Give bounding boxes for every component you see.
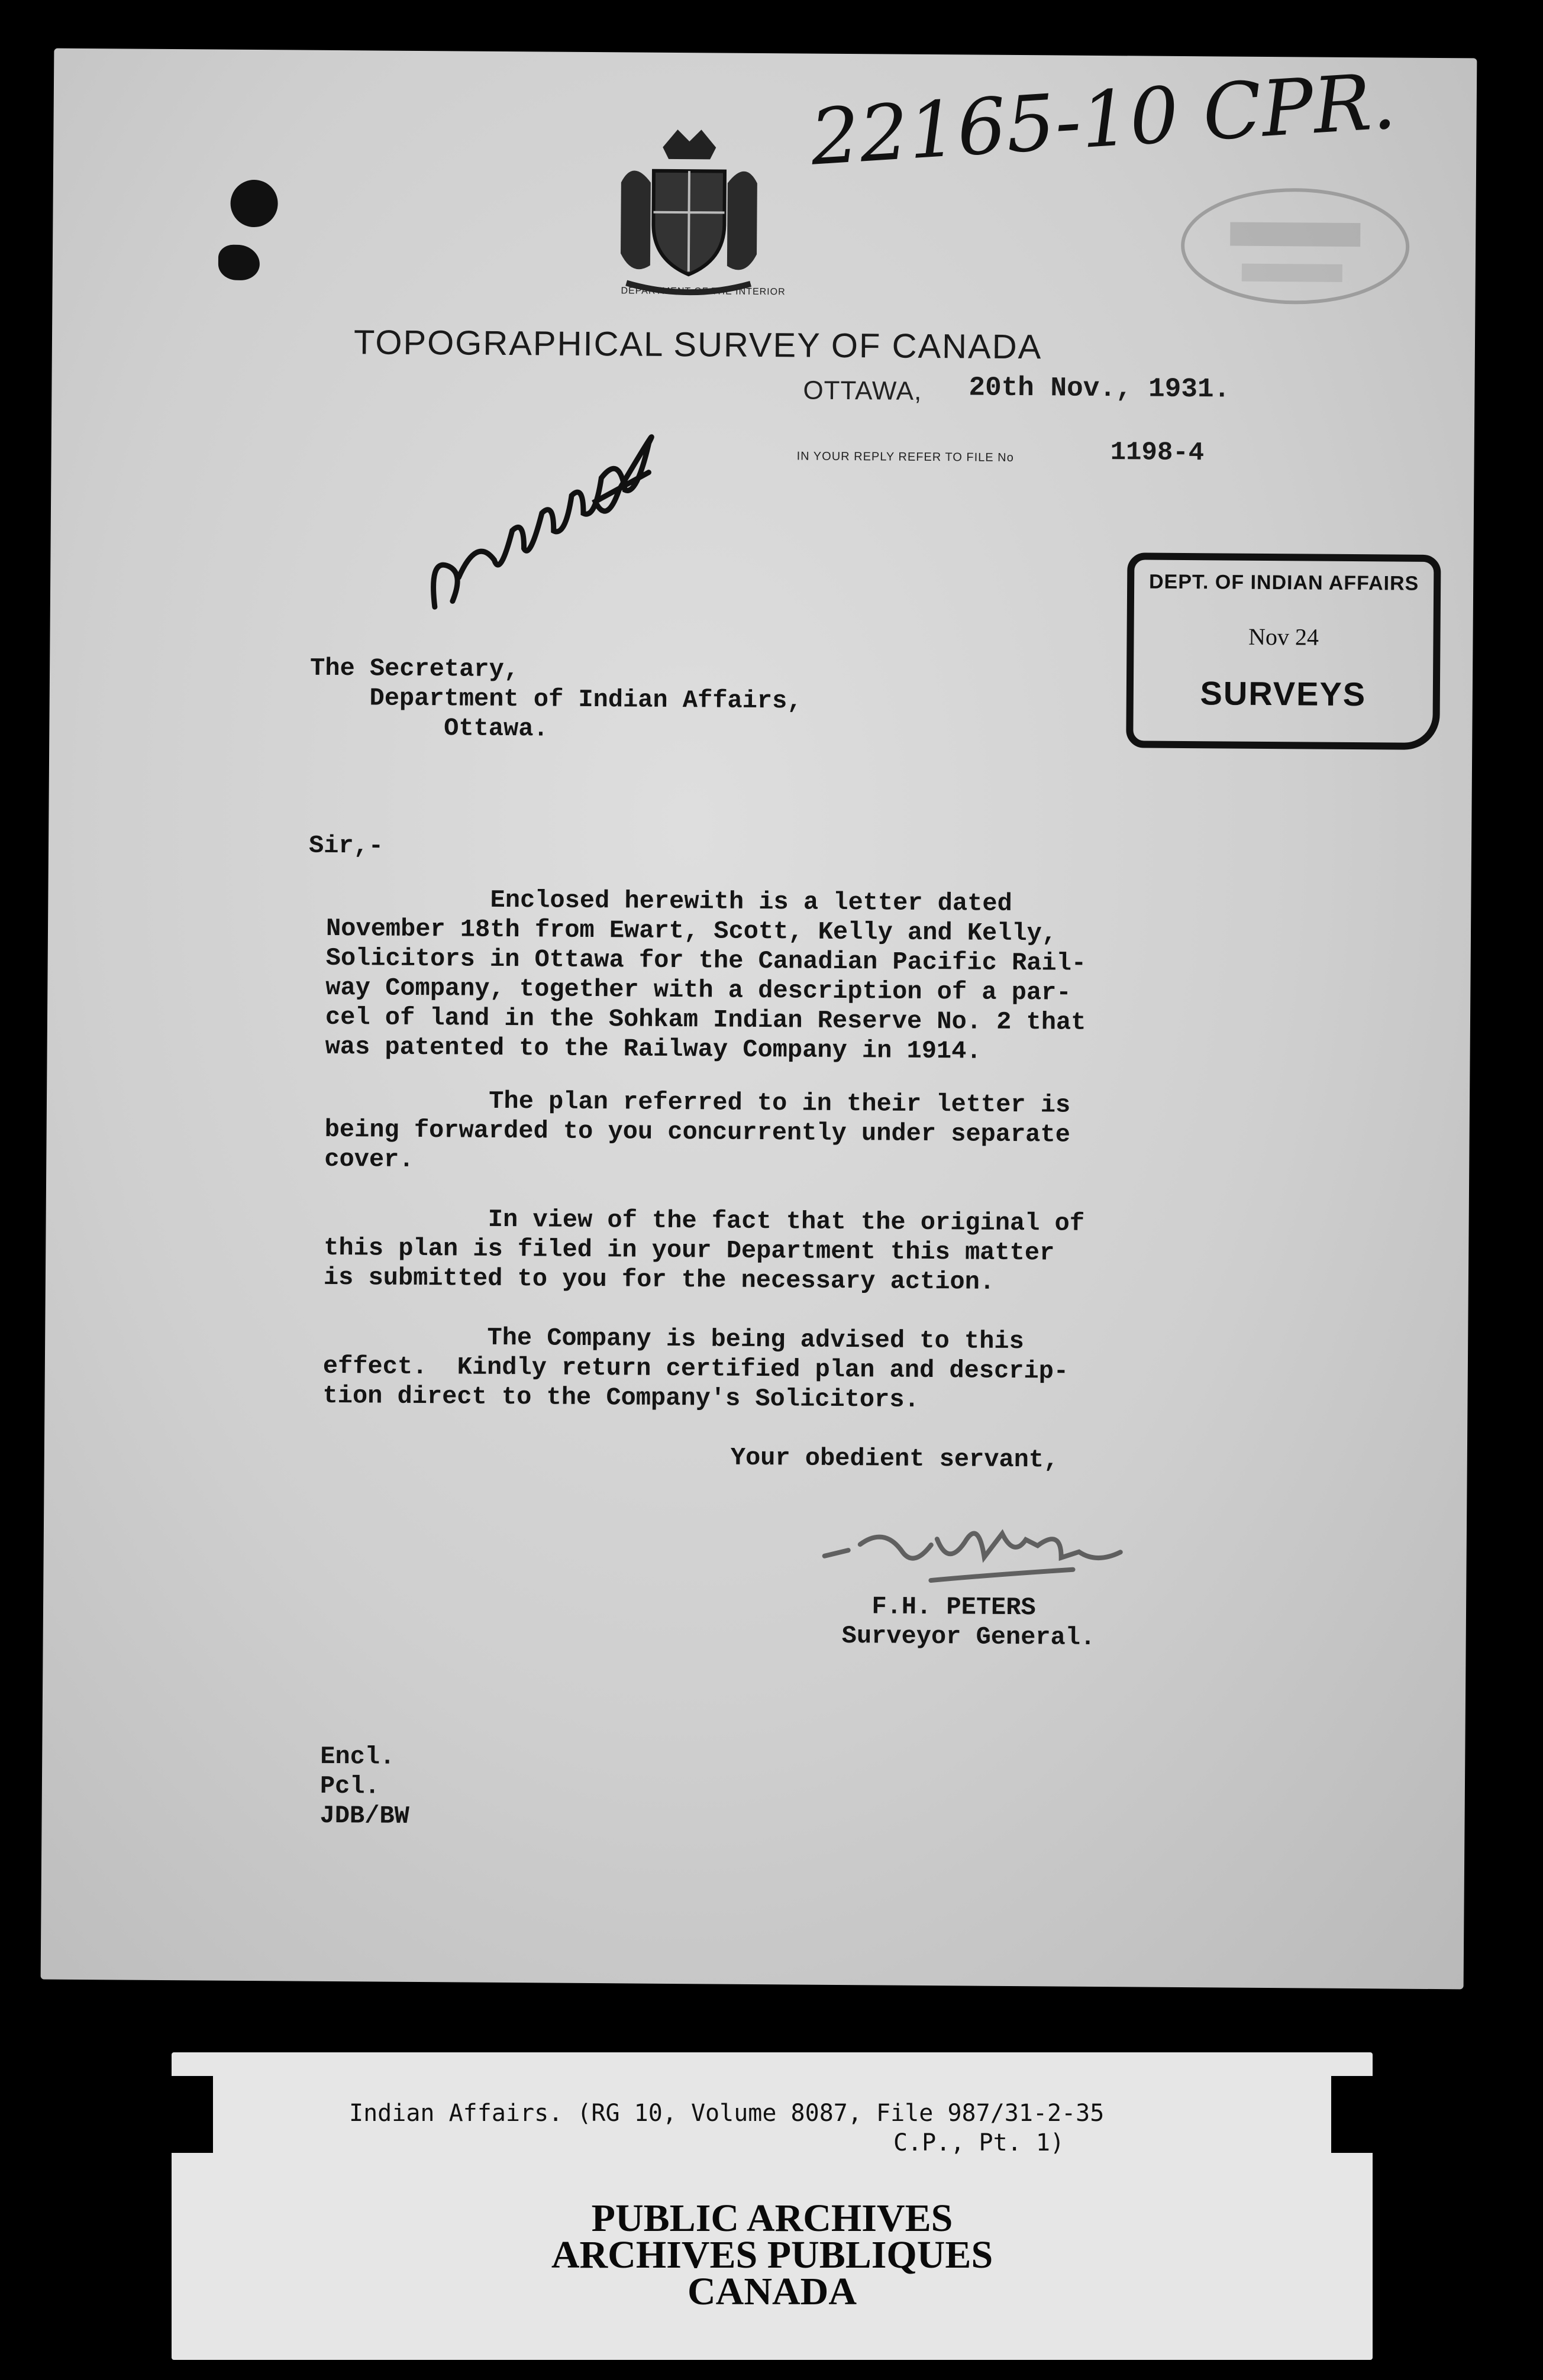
punch-hole-top: [230, 180, 278, 228]
addressee-line: The Secretary,: [309, 654, 519, 684]
coat-of-arms-icon: [602, 123, 775, 302]
closing: Your obedient servant,: [730, 1443, 1059, 1474]
signer-block: [842, 1592, 1096, 1653]
stamp-department: DEPT. OF INDIAN AFFAIRS: [1148, 570, 1419, 595]
received-stamp-icon: [1170, 174, 1420, 318]
addressee-line: Department of Indian Affairs,: [309, 683, 802, 716]
archive-heading-en: PUBLIC ARCHIVES: [591, 2197, 953, 2240]
reply-reference-label: IN YOUR REPLY REFER TO FILE No: [796, 450, 1014, 464]
signer-name: F.H. PETERS: [841, 1592, 1036, 1622]
letterhead-title: TOPOGRAPHICAL SURVEY OF CANADA: [353, 323, 1042, 367]
enclosure-line: JDB/BW: [319, 1801, 409, 1831]
salutation: Sir,-: [308, 831, 384, 861]
stamp-date: Nov 24: [1248, 623, 1319, 651]
stamp-section: SURVEYS: [1200, 674, 1367, 713]
enclosure-notes: [319, 1742, 409, 1831]
paragraph-original: In view of the fact that the original of this plan is filed in your Department this matter is submitted to you for the necessary action.: [323, 1204, 1085, 1296]
signer-title: Surveyor General.: [841, 1622, 1096, 1652]
enclosure-line: Encl.: [320, 1742, 395, 1771]
archive-reference: Indian Affairs. (RG 10, Volume 8087, File 987/31-2-35: [349, 2100, 1105, 2127]
initials-signature-icon: [423, 382, 673, 620]
letterhead-place: OTTAWA,: [803, 376, 922, 406]
enclosure-line: Pcl.: [319, 1771, 380, 1801]
archive-heading-country: CANADA: [687, 2270, 857, 2313]
archive-heading-fr: ARCHIVES PUBLIQUES: [551, 2233, 993, 2276]
paragraph-company: The Company is being advised to this effect. Kindly return certified plan and descrip- tion direct to the Company's Solicitors.: [322, 1322, 1069, 1414]
archive-reference-cont: C.P., Pt. 1): [893, 2129, 1064, 2156]
department-line: DEPARTMENT OF THE INTERIOR: [621, 286, 786, 298]
signature-icon: [812, 1503, 1144, 1606]
addressee-block: [309, 654, 802, 746]
archive-label: [172, 2052, 1373, 2360]
punch-hole-bottom: [218, 245, 260, 280]
paragraph-enclosure: Enclosed herewith is a letter dated November 18th from Ewart, Scott, Kelly and Kelly, Solicitors in Ottawa for the Canadian Pacific Rail- way Company, together with a description of a par- cel of land in the Sohkam Indian Reserve No. 2 that was patented to the Railway Company in 1914.: [325, 884, 1087, 1066]
handwritten-ref-text: 22165-10 CPR.: [808, 56, 1399, 183]
addressee-line: Ottawa.: [309, 713, 548, 743]
letter-date: 20th Nov., 1931.: [969, 372, 1231, 405]
letter-page: [41, 48, 1477, 1990]
handwritten-file-reference: [805, 56, 1399, 187]
file-number: 1198-4: [1110, 438, 1205, 468]
paragraph-plan: The plan referred to in their letter is being forwarded to you concurrently under separate cover.: [324, 1085, 1071, 1174]
received-date-stamp: [1126, 552, 1441, 750]
